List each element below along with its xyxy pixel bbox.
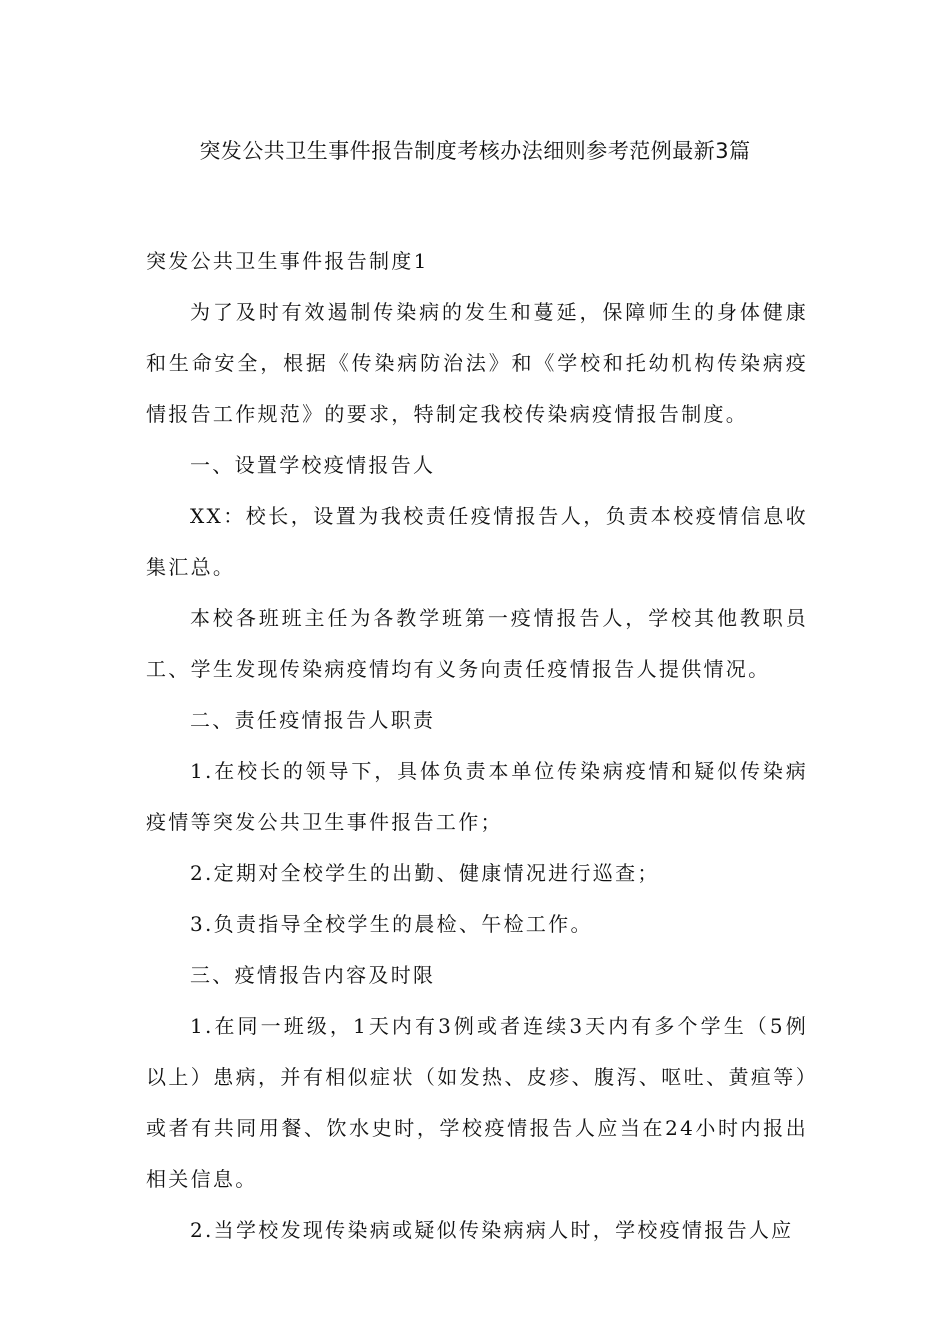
heading-report-content: 三、疫情报告内容及时限 [190,963,436,987]
paragraph-class-reporters: 本校各班班主任为各教学班第一疫情报告人，学校其他教职员工、学生发现传染病疫情均有义务向责任疫情报告人提供情况。 [146,606,808,681]
duty-item-1: 1.在校长的领导下，具体负责本单位传染病疫情和疑似传染病疫情等突发公共卫生事件报告工作； [146,759,808,834]
duty-item-3: 3.负责指导全校学生的晨检、午检工作。 [190,912,593,936]
paragraph-intro: 为了及时有效遏制传染病的发生和蔓延，保障师生的身体健康和生命安全，根据《传染病防治法》和《学校和托幼机构传染病疫情报告工作规范》的要求，特制定我校传染病疫情报告制度。 [146,300,808,426]
section-heading: 突发公共卫生事件报告制度1 [146,249,429,273]
report-item-2: 2.当学校发现传染病或疑似传染病病人时，学校疫情报告人应 [190,1218,794,1242]
report-item-1: 1.在同一班级，1天内有3例或者连续3天内有多个学生（5例以上）患病，并有相似症状（如发热、皮疹、腹泻、呕吐、黄疸等）或者有共同用餐、饮水史时，学校疫情报告人应当在24小时内报出相关信息。 [146,1014,808,1191]
duty-item-2: 2.定期对全校学生的出勤、健康情况进行巡查； [190,861,660,885]
paragraph-principal-reporter: XX：校长，设置为我校责任疫情报告人，负责本校疫情信息收集汇总。 [146,504,808,579]
heading-set-reporter: 一、设置学校疫情报告人 [190,453,436,477]
heading-reporter-duties: 二、责任疫情报告人职责 [190,708,436,732]
document-body [146,236,808,1256]
document-title: 突发公共卫生事件报告制度考核办法细则参考范例最新3篇 [199,139,751,163]
